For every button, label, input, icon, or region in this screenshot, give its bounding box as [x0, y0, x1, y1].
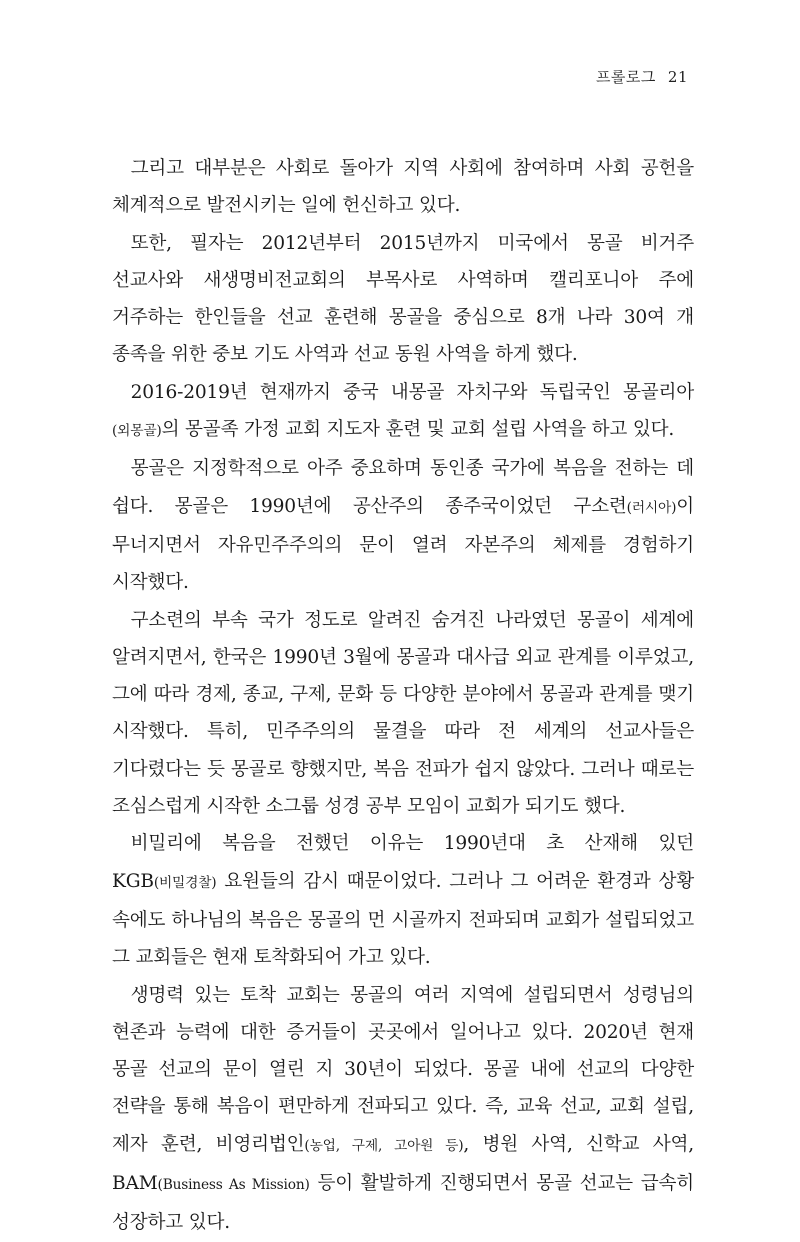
paragraph: 또한, 필자는 2012년부터 2015년까지 미국에서 몽골 비거주 선교사와 새생명비전교회의 부목사로 사역하며 캘리포니아 주에 거주하는 한인들을 선교 훈련해 몽골을 중심으로 8개 나라 30여 개 종족을 위한 중보 기도 사역과 선교 동원 사역을 하게 했다.: [112, 232, 694, 366]
paragraph: 2016-2019년 현재까지 중국 내몽골 자치구와 독립국인 몽골리아(외몽골)의 몽골족 가정 교회 지도자 훈련 및 교회 설립 사역을 하고 있다.: [112, 381, 694, 441]
paragraph: 비밀리에 복음을 전했던 이유는 1990년대 초 산재해 있던 KGB(비밀경찰) 요원들의 감시 때문이었다. 그러나 그 어려운 환경과 상황 속에도 하나님의 복음은 몽골의 먼 시골까지 전파되며 교회가 설립되었고 그 교회들은 현재 토착화되어 가고 있다.: [112, 833, 694, 969]
body-text: [112, 150, 694, 1242]
paragraph: 구소련의 부속 국가 정도로 알려진 숨겨진 나라였던 몽골이 세계에 알려지면서, 한국은 1990년 3월에 몽골과 대사급 외교 관계를 이루었고, 그에 따라 경제, 종교, 구제, 문화 등 다양한 분야에서 몽골과 관계를 맺기 시작했다. 특히, 민주주의의 물결을 따라 전 세계의 선교사들은 기다렸다는 듯 몽골로 향했지만, 복음 전파가 쉽지 않았다. 그러나 때로는 조심스럽게 시작한 소그룹 성경 공부 모임이 교회가 되기도 했다.: [112, 609, 694, 818]
section-title: 프롤로그: [595, 68, 656, 86]
parenthetical-note: (농업, 구제, 고아원 등): [304, 1137, 464, 1154]
paragraph: 그리고 대부분은 사회로 돌아가 지역 사회에 참여하며 사회 공헌을 체계적으로 발전시키는 일에 헌신하고 있다.: [112, 158, 694, 217]
page-number: 21: [667, 68, 688, 86]
parenthetical-note: (Business As Mission): [157, 1177, 310, 1194]
parenthetical-note: (외몽골): [112, 423, 162, 440]
parenthetical-note: (러시아): [626, 499, 677, 516]
running-header: [596, 66, 688, 87]
parenthetical-note: (비밀경찰): [153, 874, 217, 891]
paragraph: 생명력 있는 토착 교회는 몽골의 여러 지역에 설립되면서 성령님의 현존과 능력에 대한 증거들이 곳곳에서 일어나고 있다. 2020년 현재 몽골 선교의 문이 열린 지 30년이 되었다. 몽골 내에 선교의 다양한 전략을 통해 복음이 편만하게 전파되고 있다. 즉, 교육 선교, 교회 설립, 제자 훈련, 비영리법인(농업, 구제, 고아원 등), 병원 사역, 신학교 사역, BAM(Business As Mission) 등이 활발하게 진행되면서 몽골 선교는 급속히 성장하고 있다.: [112, 984, 694, 1234]
paragraph: 몽골은 지정학적으로 아주 중요하며 동인종 국가에 복음을 전하는 데 쉽다. 몽골은 1990년에 공산주의 종주국이었던 구소련(러시아)이 무너지면서 자유민주주의의 문이 열려 자본주의 체제를 경험하기 시작했다.: [112, 458, 694, 594]
